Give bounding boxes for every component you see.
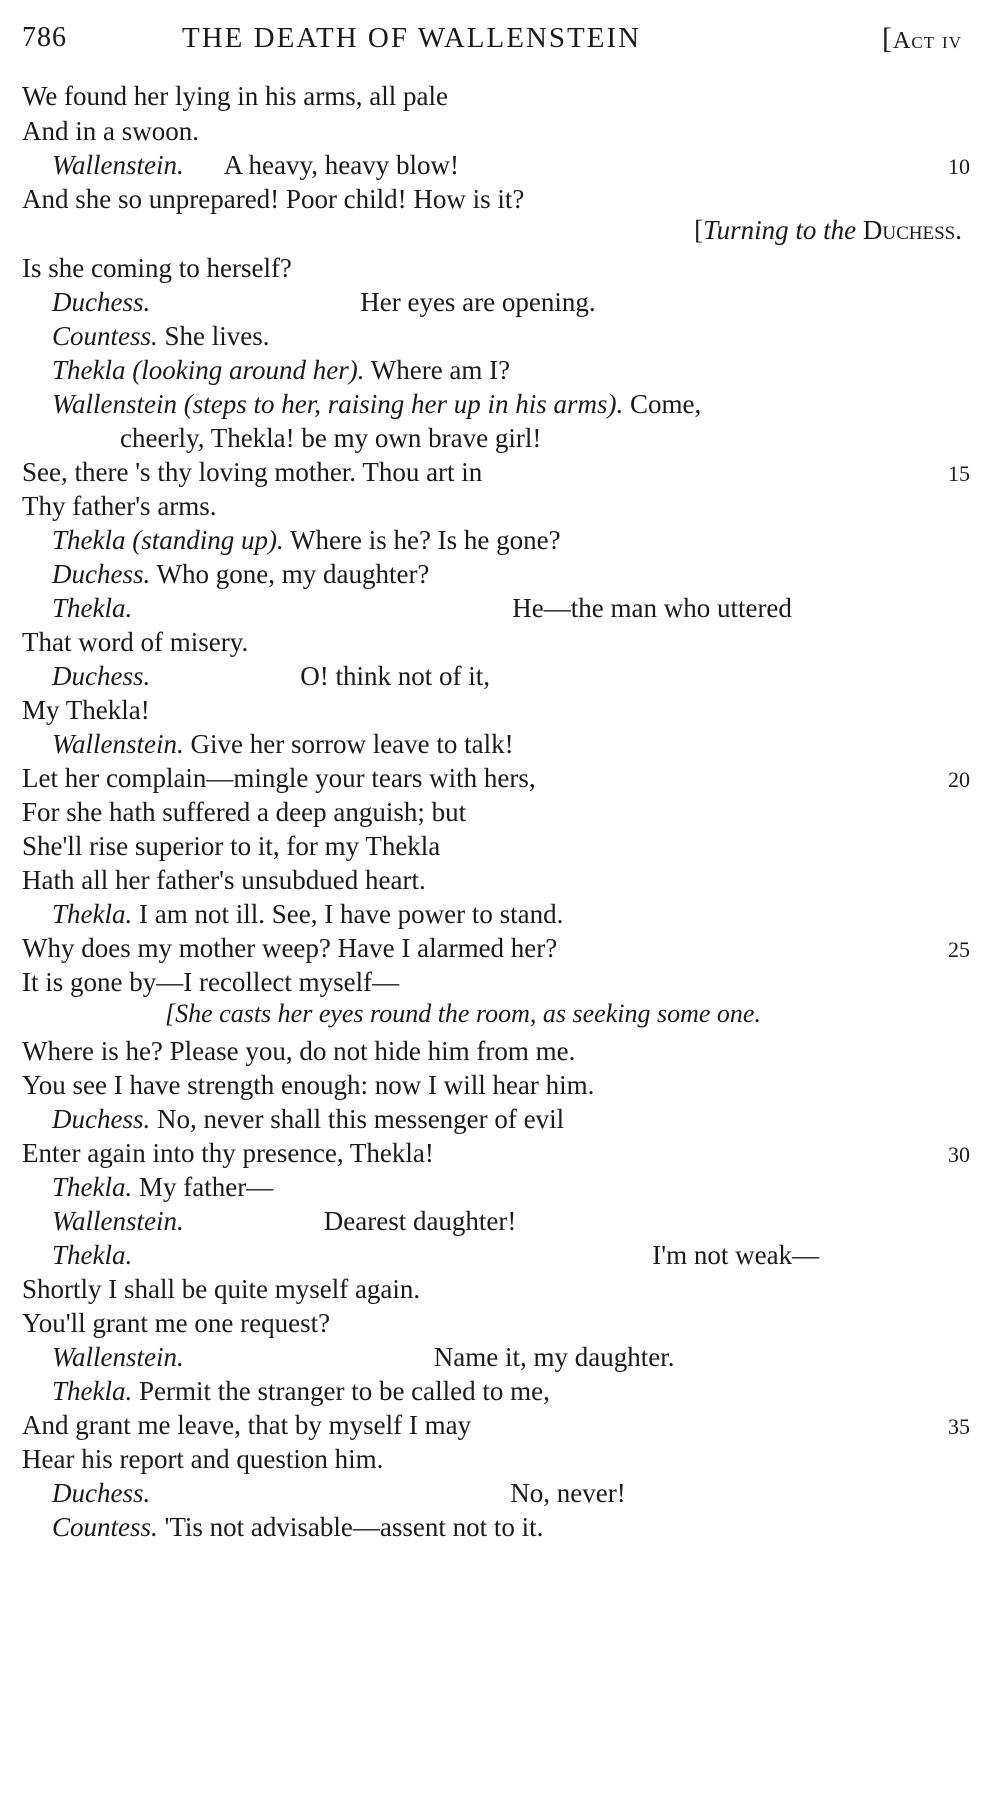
speech-text: No, never! — [510, 1478, 626, 1508]
verse-line: Hear his report and question him. — [22, 1444, 384, 1474]
verse-line: And grant me leave, that by myself I may — [22, 1410, 472, 1440]
verse-line — [52, 658, 992, 694]
verse-line — [52, 590, 992, 626]
speech-text: Permit the stranger to be called to me, — [139, 1376, 550, 1406]
verse-line — [52, 386, 992, 422]
speaker-name: Countess. — [52, 321, 158, 351]
speech-text: My father— — [139, 1172, 274, 1202]
speech-text: Where am I? — [370, 355, 511, 385]
verse-line — [52, 1373, 992, 1409]
speaker-name: Wallenstein. — [52, 729, 184, 759]
speech-text: Give her sorrow leave to talk! — [190, 729, 514, 759]
speaker-name: Wallenstein. — [52, 1342, 184, 1372]
speaker-name: Wallenstein. — [52, 150, 184, 180]
verse-line — [52, 896, 992, 932]
verse-line: And in a swoon. — [22, 116, 199, 146]
verse-line — [52, 147, 992, 183]
verse-line — [52, 726, 992, 762]
speaker-name: Duchess. — [52, 661, 151, 691]
speaker-name: Duchess. — [52, 287, 151, 317]
verse-line — [52, 1509, 992, 1545]
speaker-name: Countess. — [52, 1512, 158, 1542]
speaker-name: Duchess. — [52, 559, 151, 589]
verse-line: You see I have strength enough: now I will hear him. — [22, 1070, 595, 1100]
line-number: 20 — [948, 767, 970, 792]
verse-line: See, there 's thy loving mother. Thou art in — [22, 457, 483, 487]
stage-direction-inline: (standing up). — [132, 525, 284, 555]
verse-line: Why does my mother weep? Have I alarmed her? — [22, 933, 558, 963]
verse-line — [52, 1475, 992, 1511]
verse-line: It is gone by—I recollect myself— — [22, 967, 400, 997]
line-number: 30 — [948, 1142, 970, 1167]
verse-line: You'll grant me one request? — [22, 1308, 331, 1338]
page-number: 786 — [22, 22, 67, 53]
speaker-name: Thekla — [52, 525, 126, 555]
speaker-name: Wallenstein. — [52, 1206, 184, 1236]
verse-line — [52, 352, 992, 388]
speaker-name: Thekla — [52, 355, 126, 385]
verse-line — [52, 1203, 992, 1239]
verse-line: Thy father's arms. — [22, 491, 217, 521]
verse-line — [52, 1339, 992, 1375]
speech-text: Come, — [630, 389, 702, 419]
speech-text: 'Tis not advisable—assent not to it. — [164, 1512, 544, 1542]
speech-text: Where is he? Is he gone? — [290, 525, 561, 555]
verse-line: Is she coming to herself? — [22, 253, 292, 283]
verse-line — [52, 556, 992, 592]
act-label — [882, 22, 962, 56]
speaker-name: Thekla. — [52, 1172, 133, 1202]
line-number: 10 — [948, 154, 970, 179]
verse-line: Shortly I shall be quite myself again. — [22, 1274, 421, 1304]
page-header — [22, 22, 962, 62]
verse-line: My Thekla! — [22, 695, 150, 725]
verse-line: That word of misery. — [22, 627, 249, 657]
verse-line — [52, 318, 992, 354]
stage-direction-inline: (looking around her). — [132, 355, 365, 385]
verse-line: And she so unprepared! Poor child! How is it? — [22, 184, 525, 214]
verse-line — [52, 284, 992, 320]
speech-text: Dearest daughter! — [323, 1206, 517, 1236]
speaker-name: Duchess. — [52, 1104, 151, 1134]
speech-text: A heavy, heavy blow! — [223, 150, 459, 180]
stage-direction-name: Duchess. — [862, 215, 962, 245]
verse-line — [52, 1237, 992, 1273]
verse-line — [52, 1101, 992, 1137]
speech-text: I'm not weak— — [652, 1240, 820, 1270]
stage-direction-text: Turning to the — [703, 215, 857, 245]
stage-direction: [She casts her eyes round the room, as seeking some one. — [165, 999, 761, 1028]
line-number: 35 — [948, 1414, 970, 1439]
speech-text: She lives. — [164, 321, 270, 351]
verse-line: Enter again into thy presence, Thekla! — [22, 1138, 434, 1168]
act-bracket: [ — [882, 22, 893, 55]
stage-direction-inline: (steps to her, raising her up in his arms). — [183, 389, 624, 419]
speech-text: Name it, my daughter. — [433, 1342, 675, 1372]
speech-text: I am not ill. See, I have power to stand. — [139, 899, 564, 929]
verse-line: Let her complain—mingle your tears with hers, — [22, 763, 536, 793]
stage-bracket: [ — [694, 215, 704, 245]
speaker-name: Thekla. — [52, 1240, 133, 1270]
running-title: THE DEATH OF WALLENSTEIN — [182, 22, 642, 54]
stage-direction — [694, 215, 962, 246]
speaker-name: Duchess. — [52, 1478, 151, 1508]
speech-text: O! think not of it, — [300, 661, 490, 691]
speech-text: Her eyes are opening. — [360, 287, 596, 317]
speaker-name: Thekla. — [52, 1376, 133, 1406]
speaker-name: Thekla. — [52, 593, 133, 623]
speaker-name: Wallenstein — [52, 389, 177, 419]
speech-text: He—the man who uttered — [512, 593, 792, 623]
speech-text: No, never shall this messenger of evil — [156, 1104, 565, 1134]
verse-line: For she hath suffered a deep anguish; but — [22, 797, 467, 827]
verse-line: Where is he? Please you, do not hide him from me. — [22, 1036, 576, 1066]
verse-line — [52, 1169, 992, 1205]
verse-line — [52, 522, 992, 558]
verse-line: Hath all her father's unsubdued heart. — [22, 865, 426, 895]
speaker-name: Thekla. — [52, 899, 133, 929]
line-number: 25 — [948, 937, 970, 962]
verse-line: We found her lying in his arms, all pale — [22, 81, 448, 111]
line-number: 15 — [948, 461, 970, 486]
act-text: Act iv — [893, 28, 962, 54]
verse-line: She'll rise superior to it, for my Thekla — [22, 831, 441, 861]
speech-text: Who gone, my daughter? — [156, 559, 430, 589]
verse-line: cheerly, Thekla! be my own brave girl! — [120, 423, 542, 453]
